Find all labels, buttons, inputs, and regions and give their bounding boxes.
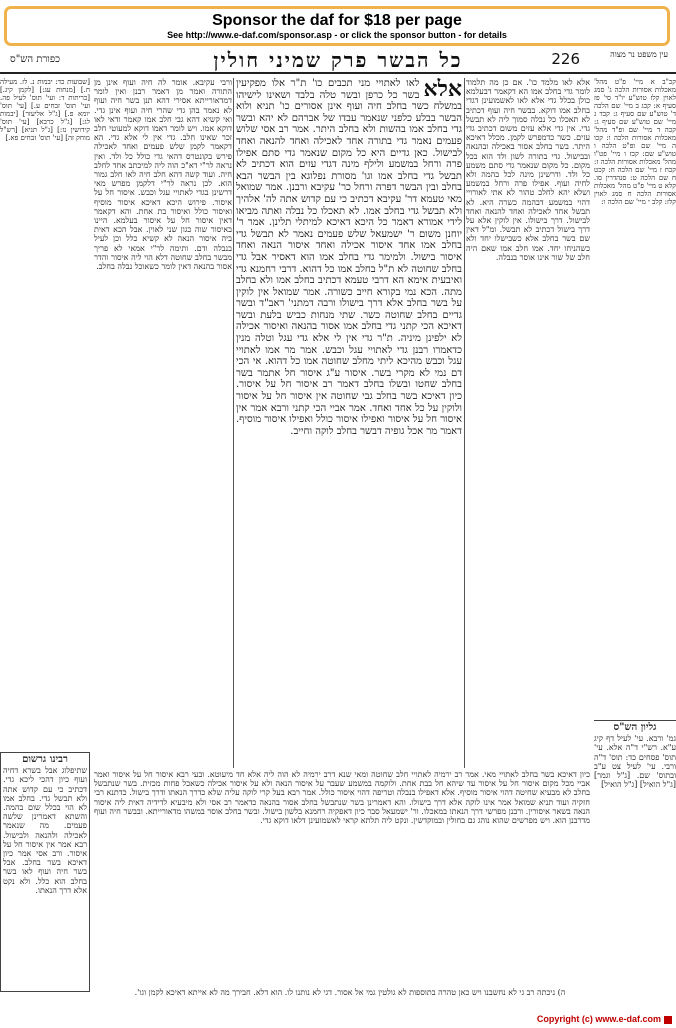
copyright-link[interactable] — [537, 1014, 672, 1024]
column-divider — [464, 78, 465, 768]
gilyon-hashas-text: גמ' ורבא. עי' לעיל דף קיג ע"א. רש"י ד"ה אלא. עי' תוס' פסחים כד: תוס' ד"ה ורבי. עי' לעיל צט ע"ב ובתוס' שם. [ג"ל וגמר] [ג"ל הואיל] [ג"ל הואיל] — [594, 734, 676, 790]
masoret-label: כפורת הש"ס — [10, 54, 60, 65]
gemara-column — [236, 78, 462, 768]
masoret-hashas-column — [0, 78, 90, 748]
tosafot-text: ורבי עקיבא. אומר לה חיה ועוף אינן מן התורה ואמר מן דאמר רבנן ואין לומר דמדאורייתא אסירי דהא תנן בשר חיה ועוף לא נאמר בהן גדי שהרי חיה ועוף אינן גדי. ואי קשיא דהא גבי חלב אמו קאמר ודאי לאו דוקא אמו. ויש לומר דאמו דוקא למעוטי חלב זכר שאינו חלב. גדי אין לי אלא גדי. הא דקאמר לקמן שלש פעמים ואחד לאכילה פירש בקונטרס דהאי גדי כולל כל ולד. ואין נראה לר"י דא"כ הוה ליה למיכתב אחד לחלב חיה. ועוד קשה דהא חלב חיה לאו חלב גמור הוא. לכן נראה לר"י דלקמן מפרש מאי דרשינן בגדי לאתויי עגל וכבש. איסור חל על איסור. פירוש היכא דאיכא איסור מוסיף ואיסור כולל ואיסור בת אחת. והא דקאמר דאין איסור חל על איסור בעלמא. היינו באיסור שוה כגון שני לאוין. אבל הכא דאית ביה איסור הנאה לא קשיא כלל וכן לעיל בנבלה ודם. ותימה לר"י אמאי לא פריך מבשר בחלב שחוטה דלא הוי ליה איסור והדר אסור בהנאה דאין לומר כשאוכל נבלה בחלב. — [94, 78, 232, 272]
column-divider — [233, 78, 234, 768]
tosafot-column — [94, 78, 232, 768]
ein-mishpat-text: קכ"ב א מיי' פ"ט מהל' מאכלות אסורות הלכה ג' סמג לאוין קלז טוש"ע יו"ד סי' פז סעיף א: קכג ב מיי' שם הלכה ד' טוש"ע שם סעיף ג: קכד ג מיי' שם טוש"ע שם סעיף ג: קכה ד מיי' שם ופ"ד מהל' מאכלות אסורות הלכה ו: קכו ה מיי' שם ופ"ט הלכה ו טוש"ע שם: קכז ו מיי' פט"ו מהל' מאכלות אסורות הלכה ז: קכח ז מיי' שם הלכה ח: קכט ח שם הלכה ט: סנהדרין סו. קלא ט מיי' פ"ט מהל' מאכלות אסורות הלכה ח סמג לאוין קלז: קלב י מיי' שם הלכה ו: — [594, 78, 676, 206]
gemara-opening-word: אלא — [423, 78, 462, 102]
flag-icon — [664, 1016, 672, 1024]
ein-mishpat-label: עין משפט נר מצוה — [610, 50, 668, 59]
rashi-column — [466, 78, 590, 768]
rabbeinu-gershom-box — [0, 752, 90, 992]
chapter-title: כל הבשר פרק שמיני חולין — [213, 48, 463, 72]
ein-mishpat-column — [594, 78, 676, 718]
masoret-hashas-text: [שבועות כד: יבמות נ. לז. מעילה ח.] [מנחות עג:] [לקמן קיג.] [כריתות ד: ועי' תוס' לעיל פה. ועי' תוס' זבחים ע.] [עי' תוס' יומא פ.] [ג"ל אליעזר] [יבמות לג:] [ג"ל כרבא] [עי' תוס' קידושין נז:] [ג"ל תניא] [רש"ל מוחק זה] [עי' תוס' זבחים פא.] — [0, 78, 90, 142]
rabbeinu-gershom-title: רבינו גרשום — [22, 754, 68, 765]
page-header — [0, 48, 676, 74]
gemara-text: לאו לאתויי מני תכבים כו' ת"ר אלו מפקיעין בשר כל כרפן ובשר טלה בלבד ושאינו לישיהו במשלח כשר בחלב חיה ועוף אינן אסורים כו' תניא ולוא הבשר בבלע כלפני שנאמר עבדו של אברהם לא יהא ובשר גדי בחלב אמו בהשות ולא בחלב היתר. אמר רב אסי שלוש פעמים נאמר גדי בתורה אחד לאכילה ואחד להנאה ואחד לבישול. כאן גדיים היא כל מקום שנאמר גדי סתם אפילו פרה ורחל במשמע ולילף מינה דגדי עזים הוא דכתיב לא תבשל גדי בחלב אמו וגו' מסורת נפלוגא בין הבשר הבא בחלב ובין הבשר דפרה ורחל כר' עקיבא ורבנן. אמר שמואל מאי טעמא דר' עקיבא דכתיב כי עם קדוש אתה לה' אלהיך ולא תבשל גדי בחלב אמו. לא תאכלו כל נבלה ואתה מביאו לידי אמורא דאמר כל היכא דאיכא למיתלי תלינן. אמר ר' יוחנן משום ר' ישמעאל שלש פעמים נאמר לא תבשל גדי בחלב אמו אחד איסור אכילה ואחד איסור הנאה ואחד איסור בישול. ולמימר גדי בחלב אמו הוא דאסיר אבל גדי בחלב שחוטה לא ת"ל בחלב אמו כל דהוא. דרבי רחמנא גדי ואיבעית אימא הא דרבי טעמא דכתיב בחלב אמו ולא בחלב מתה. הכא נמי בקורא חייב כשורה. אמר שמואל אין לוקין על בשר בחלב אלא דרך בישולו ורבה דמתני' ראב"ד ובשר גדיים בחלב שחוטה כשר. שתי מנחות כביש בלעת ובשר דאיכא הכי קתני גדי בחלב אמו אסור בהנאה ואיסור אכילה לא ילפינן מיניה. ת"ר גדי אין לי אלא גדי עגל וטלה מנין כדאמרו רבנן גדי לאתויי עגל וכבש. אמר מר אמו לאתויי עגל וכבש מהיכא ליתי מחלב שחוטה אמו כל דהוא. אי הכי דם נמי לא מקרי בשר. איסור ע"ג איסור חל אתמר בשר בחלב שחטו ובשלו בחלב דאמר רב איסור חל על איסור. כיון דאיכא בשר בחלב גבי שחוטה אין איסור חל על איסור ולוקין על כל אחד ואחד. אמר אביי הכי קתני ורבא אמר אין איסור חל על איסור ואפילו איסור כולל ואפילו איסור מוסיף. דאמר מר אכל גופיה דבשר בחלב לוקה וחייב. — [236, 78, 462, 437]
gilyon-hashas-box — [594, 720, 676, 923]
page-number: 226 — [551, 50, 580, 68]
sponsor-subtitle[interactable]: See http://www.e-daf.com/sponsor.asp - or click the sponsor button - for details — [167, 30, 507, 40]
gilyon-hashas-title: גליון הש"ס — [613, 722, 657, 733]
footnote: ה) ניכתה רב גי לא נחשבנו ויש כאן טהרה בתוספות לא גולטין גמי אל אסור. דגי לא נותנו לו. הוא דלא. חבירך מה לא אייתא דאיכא לקמן וגו'. — [134, 988, 566, 997]
sponsor-banner[interactable] — [4, 6, 670, 46]
commentary-bottom-text: כיון דאיכא בשר בחלב לאתויי מאי. אמר רב ירמיה לאתויי חלב שחוטה ומאי שנא דרב ירמיה לא הוה ליה אלא חד מיעוטא. ובעי רבא איסור חל על איסור ואמר אביי מכל מקום איסור חל על איסור עד שיהא חל בבת אחת. ולוקמה במשמע שעבר על איסור הנאה ולא על איסור אכילה כשאכל פחות מכזית. בשר שנתבשל בחלב לא מבעיא שחיטה דהוי איסור מוסיף. אלא דאפילו בנבלה וטריפה דהוי איסור כולל. אמר רבא בעל קרי לוקה עליה שלא כדרך הנאתו ודרך בישול. כדתנא רבי חזקיה ועוד תניא שמואל אמר אינו לוקה אלא דרך בישולו. והא דאמרינן בשר שנתבשל בחלב אסור בהנאה כדאמר רב אסי ולא מיבעיא לדידיה דאית ליה איסור הנאה בשאר איסורין. ורבנן מפרשי דרך הנאתו במאכלו. ור' ישמעאל סבר כיון דאפקיה רחמנא בלשון בישול. ובשר בחלב אוסר במשהו מדאורייתא. ובבשר חיה ועוף מדרבנן הוא. ויש מפרשים שהוא נוהג גם בחולין ובמוקדשין. ונקט ליה תלתא קראי לאשמועינן דלאו דוקא גדי. — [94, 770, 590, 826]
talmud-page — [0, 48, 676, 1014]
rabbeinu-gershom-text: שתיפלוג אבל בשרא דחיה ועוף כיון דהכי ליכא גדי. דכתיב כי עם קדוש אתה ולא תבשל גדי. בחלב אמו לא הוי בכלל שום בהמה. והשתא דאמרינן שלשה פעמים. מה שנאמר לאכילה ולהנאה ולבישול. רבא אמר אין איסור חל על איסור. ורב אסי אמר כיון דאיכא בשר בחלב. אבל בשר חיה ועוף לאו בשר בחלב הוא כלל. ולא נקט אלא דרך הנאתו. — [3, 766, 87, 895]
rashi-text: אלא לאו מלמד כו'. אם כן מה תלמוד לומר גדי בחלב אמו הא דקאמר דבעלמא כולן בכלל גדי אלא לאו לאשמועינן דגדי בחלב אמו דוקא. בבשר חיה ועוף דכתיב לא תאכלו כל נבלה סמוך ליה לא תבשל גדי. אין גדי אלא עזים משום דכתיב גדי עזים. כשר כדמפרש לקמן. מכלל דאיכא היתר. בשר בחלב אסור באכילה ובהנאה ובבישול. גדי בתורה לשון ולד הוא בכל מקום. כל מקום שנאמר גדי סתם משמע כל ולד. ודרשינן מינה לכל בהמה ולא לחיה ועוף. אפילו פרה ורחל במשמע ושלא יהא לחלב טהור לא אתי לאורויי דהוי במשמע דבהמה כשרה היא. לא תבשל אחד לאכילה ואחד להנאה ואחד לבישול. דרך בישולו. אין לוקין אלא על דרך בישול דכתיב לא תבשל. ומ"ל דאין שם בשר בחלב אלא כשבישלו יחד ולא כשהניחו יחד. אמו חלב אמו שאם היה חלב של שור אינו אוסר בנבלה. — [466, 78, 590, 262]
commentary-bottom — [94, 770, 590, 992]
copyright-text[interactable]: Copyright (c) www.e-daf.com — [536, 1014, 661, 1024]
sponsor-title: Sponsor the daf for $18 per page — [212, 12, 462, 29]
